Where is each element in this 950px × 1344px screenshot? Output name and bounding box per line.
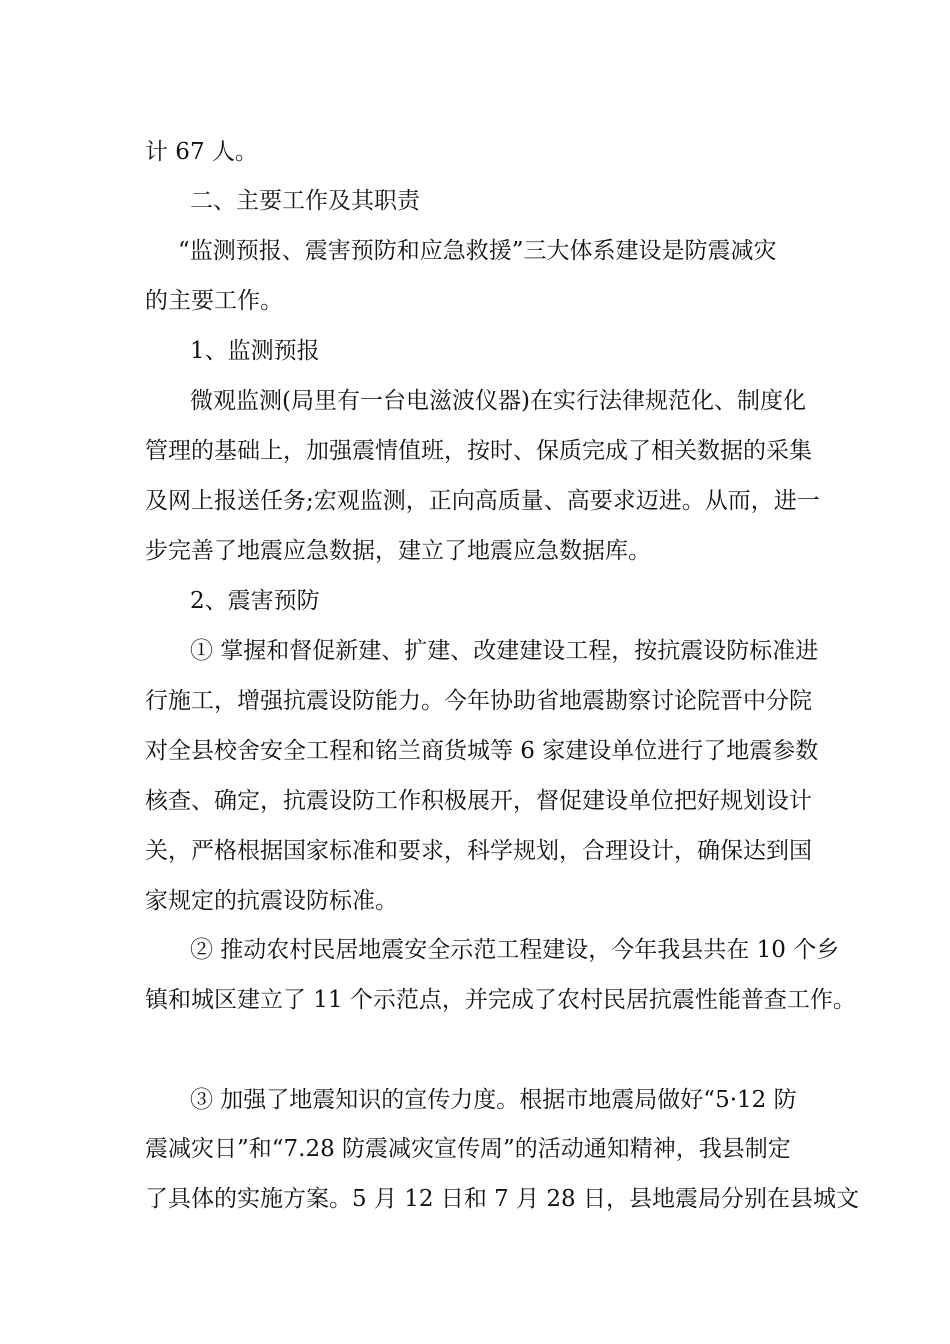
text-line: 对全县校舍安全工程和铭兰商货城等 6 家建设单位进行了地震参数: [145, 738, 819, 764]
subsection-heading: 2、震害预防: [190, 588, 320, 614]
text-line: 关，严格根据国家标准和要求，科学规划，合理设计，确保达到国: [145, 838, 812, 864]
text-line: 及网上报送任务;宏观监测，正向高质量、高要求迈进。从而，进一: [145, 488, 820, 514]
text-line: 行施工，增强抗震设防能力。今年协助省地震勘察讨论院晋中分院: [145, 688, 812, 714]
text-line: 计 67 人。: [145, 139, 258, 165]
text-line: 家规定的抗震设防标准。: [145, 888, 398, 914]
text-line: 了具体的实施方案。5 月 12 日和 7 月 28 日，县地震局分别在县城文: [145, 1186, 859, 1212]
text-line: 微观监测(局里有一台电滋波仪器)在实行法律规范化、制度化: [190, 388, 806, 414]
text-line: ③ 加强了地震知识的宣传力度。根据市地震局做好“5·12 防: [190, 1087, 797, 1113]
text-line: 管理的基础上，加强震情值班，按时、保质完成了相关数据的采集: [145, 438, 812, 464]
text-line: ① 掌握和督促新建、扩建、改建建设工程，按抗震设防标准进: [190, 638, 819, 664]
subsection-heading: 1、监测预报: [190, 338, 320, 364]
text-line: 核查、确定，抗震设防工作积极展开，督促建设单位把好规划设计: [145, 788, 812, 814]
text-line: 步完善了地震应急数据，建立了地震应急数据库。: [145, 538, 651, 564]
text-line: 震减灾日”和“7.28 防震减灾宣传周”的活动通知精神，我县制定: [145, 1136, 791, 1162]
text-line: “监测预报、震害预防和应急救援”三大体系建设是防震减灾: [178, 238, 777, 264]
text-line: 镇和城区建立了 11 个示范点，并完成了农村民居抗震性能普查工作。: [145, 987, 856, 1013]
section-heading: 二、主要工作及其职责: [190, 188, 420, 214]
text-line: 的主要工作。: [145, 288, 283, 314]
text-line: ② 推动农村民居地震安全示范工程建设，今年我县共在 10 个乡: [190, 937, 840, 963]
